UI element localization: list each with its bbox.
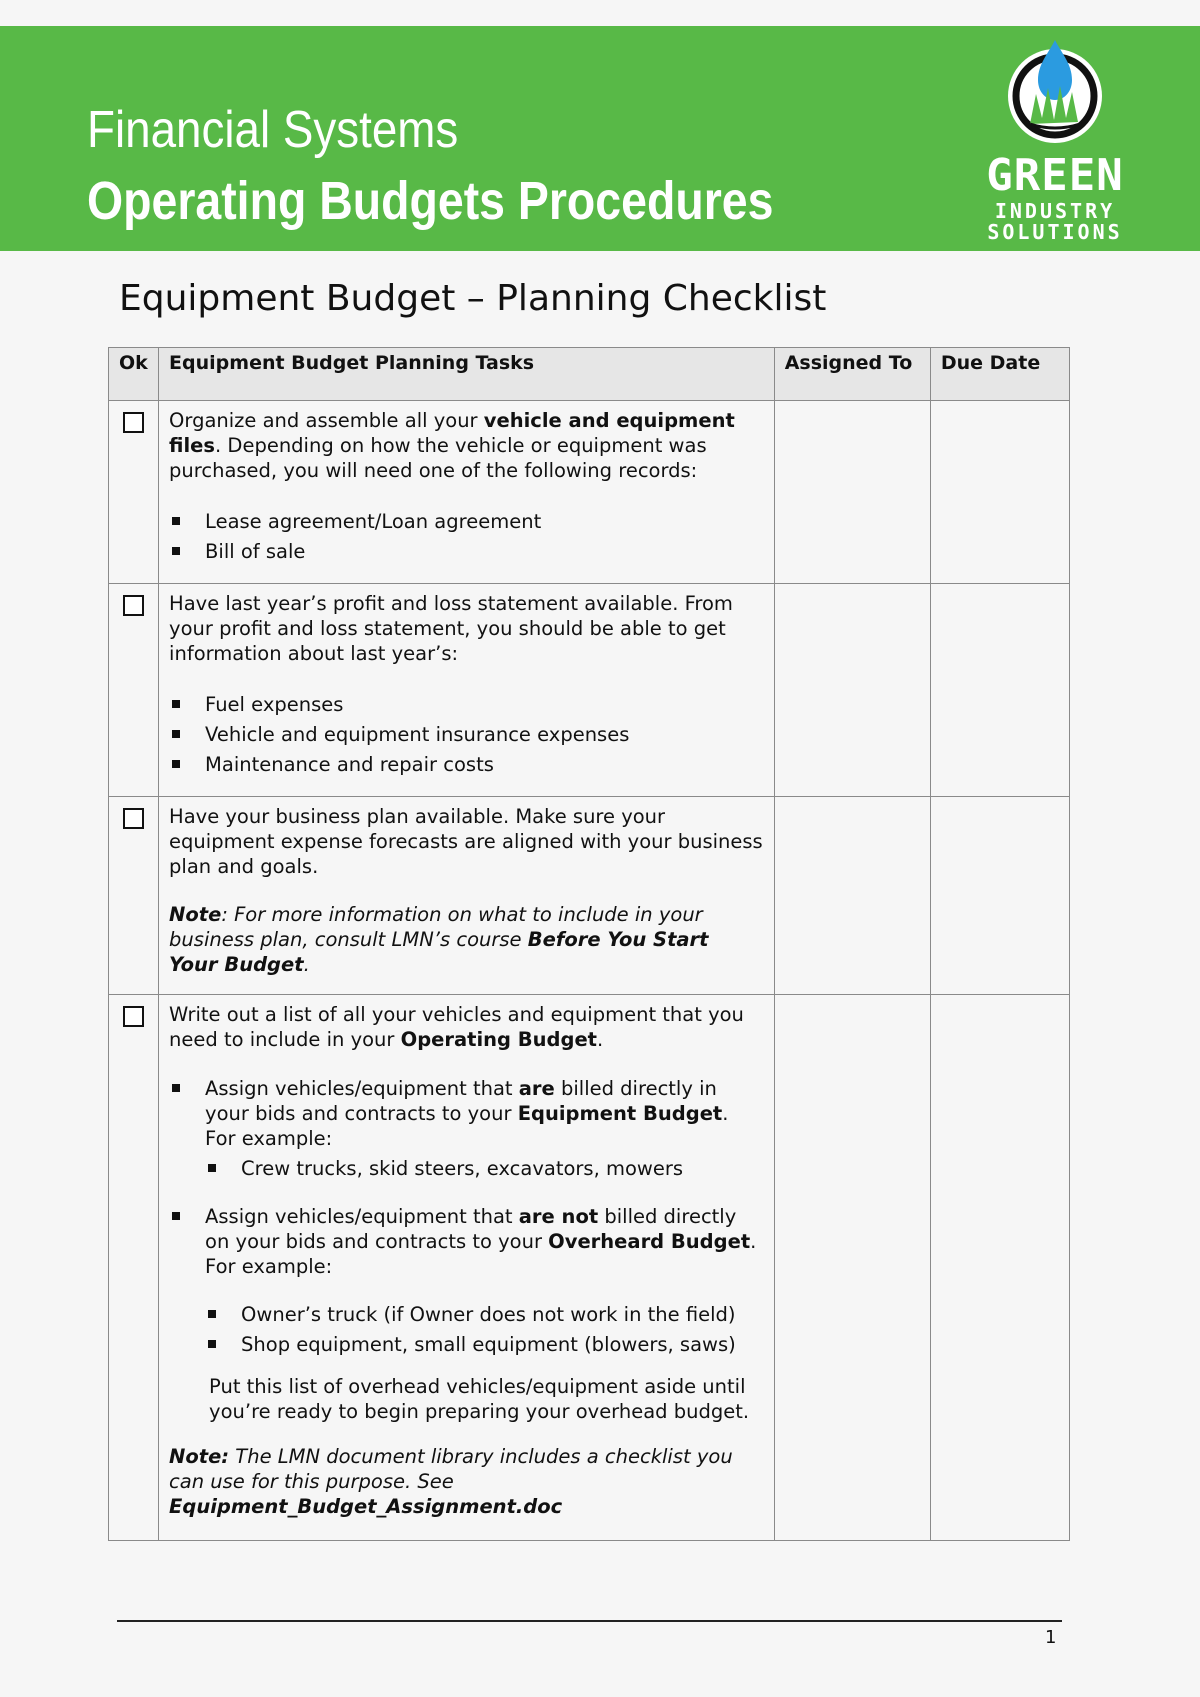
task-intro: Have your business plan available. Make sure your equipment expense forecasts are aligned with your business plan and goals. [169, 805, 763, 878]
header-ok: Ok [109, 348, 159, 401]
footer-divider [117, 1620, 1062, 1622]
task-cell [159, 401, 775, 584]
sub-bullet-list [205, 1300, 764, 1360]
logo-word-industry: INDUSTRY [994, 199, 1116, 223]
table-header-row [109, 348, 1070, 401]
header-assigned-to: Assigned To [774, 348, 930, 401]
due-date-cell[interactable] [930, 401, 1069, 584]
list-item: Maintenance and repair costs [169, 750, 764, 780]
list-item: Assign vehicles/equipment that are billed directly in your bids and contracts to your Equipment Budget. For example: Crew trucks, skid steers, excavators, mowers [169, 1076, 764, 1184]
table-row [109, 584, 1070, 797]
logo-word-green: GREEN [986, 150, 1124, 201]
sub-bullet-list [205, 1154, 764, 1184]
due-date-cell[interactable] [930, 995, 1069, 1541]
ok-cell [109, 584, 159, 797]
list-item: Vehicle and equipment insurance expenses [169, 720, 764, 750]
assigned-to-cell[interactable] [774, 401, 930, 584]
header-title: Operating Budgets Procedures [87, 171, 774, 231]
list-item: Bill of sale [169, 537, 764, 567]
due-date-cell[interactable] [930, 797, 1069, 995]
bullet-list [169, 1204, 764, 1360]
assigned-to-cell[interactable] [774, 797, 930, 995]
list-item: Assign vehicles/equipment that are not billed directly on your bids and contracts to your Overheard Budget. For example: Owner’s truck (if Owner does not work in the field) Shop equipment, small equipment (blowers, saws) [169, 1204, 764, 1360]
page-title: Equipment Budget – Planning Checklist [119, 278, 827, 319]
task-intro: Write out a list of all your vehicles and equipment that you need to include in your Operating Budget. [169, 1003, 744, 1051]
aside-text: Put this list of overhead vehicles/equipment aside until you’re ready to begin preparing your overhead budget. [209, 1375, 750, 1423]
checkbox[interactable] [123, 1006, 144, 1027]
table-row [109, 797, 1070, 995]
task-cell [159, 797, 775, 995]
task-note: Note: For more information on what to include in your business plan, consult LMN’s course Before You Start Your Budget. [169, 903, 709, 976]
task-intro: Have last year’s profit and loss statement available. From your profit and loss statement, you should be able to get information about last year’s: [169, 592, 733, 665]
bullet-list [169, 507, 764, 567]
assigned-to-cell[interactable] [774, 995, 930, 1541]
header-subtitle: Financial Systems [87, 101, 459, 159]
ok-cell [109, 797, 159, 995]
bullet-list [169, 690, 764, 780]
ok-cell [109, 401, 159, 584]
header-due-date: Due Date [930, 348, 1069, 401]
checkbox[interactable] [123, 412, 144, 433]
due-date-cell[interactable] [930, 584, 1069, 797]
header-tasks: Equipment Budget Planning Tasks [159, 348, 775, 401]
checkbox[interactable] [123, 595, 144, 616]
list-item: Lease agreement/Loan agreement [169, 507, 764, 537]
logo-word-solutions: SOLUTIONS [987, 220, 1123, 244]
task-cell [159, 584, 775, 797]
list-item: Fuel expenses [169, 690, 764, 720]
task-note: Note: The LMN document library includes a checklist you can use for this purpose. See Equipment_Budget_Assignment.doc [169, 1445, 733, 1518]
table-row [109, 995, 1070, 1541]
checklist-table [108, 347, 1070, 1541]
page-number: 1 [1045, 1627, 1057, 1648]
checkbox[interactable] [123, 808, 144, 829]
sub-list-item: Crew trucks, skid steers, excavators, mowers [205, 1154, 764, 1184]
table-row [109, 401, 1070, 584]
bullet-list [169, 1076, 764, 1184]
sub-list-item: Owner’s truck (if Owner does not work in the field) [205, 1300, 764, 1330]
assigned-to-cell[interactable] [774, 584, 930, 797]
task-cell [159, 995, 775, 1541]
ok-cell [109, 995, 159, 1541]
task-intro: Organize and assemble all your vehicle and equipment files. Depending on how the vehicle or equipment was purchased, you will need one of the following records: [169, 409, 735, 482]
sub-list-item: Shop equipment, small equipment (blowers, saws) [205, 1330, 764, 1360]
